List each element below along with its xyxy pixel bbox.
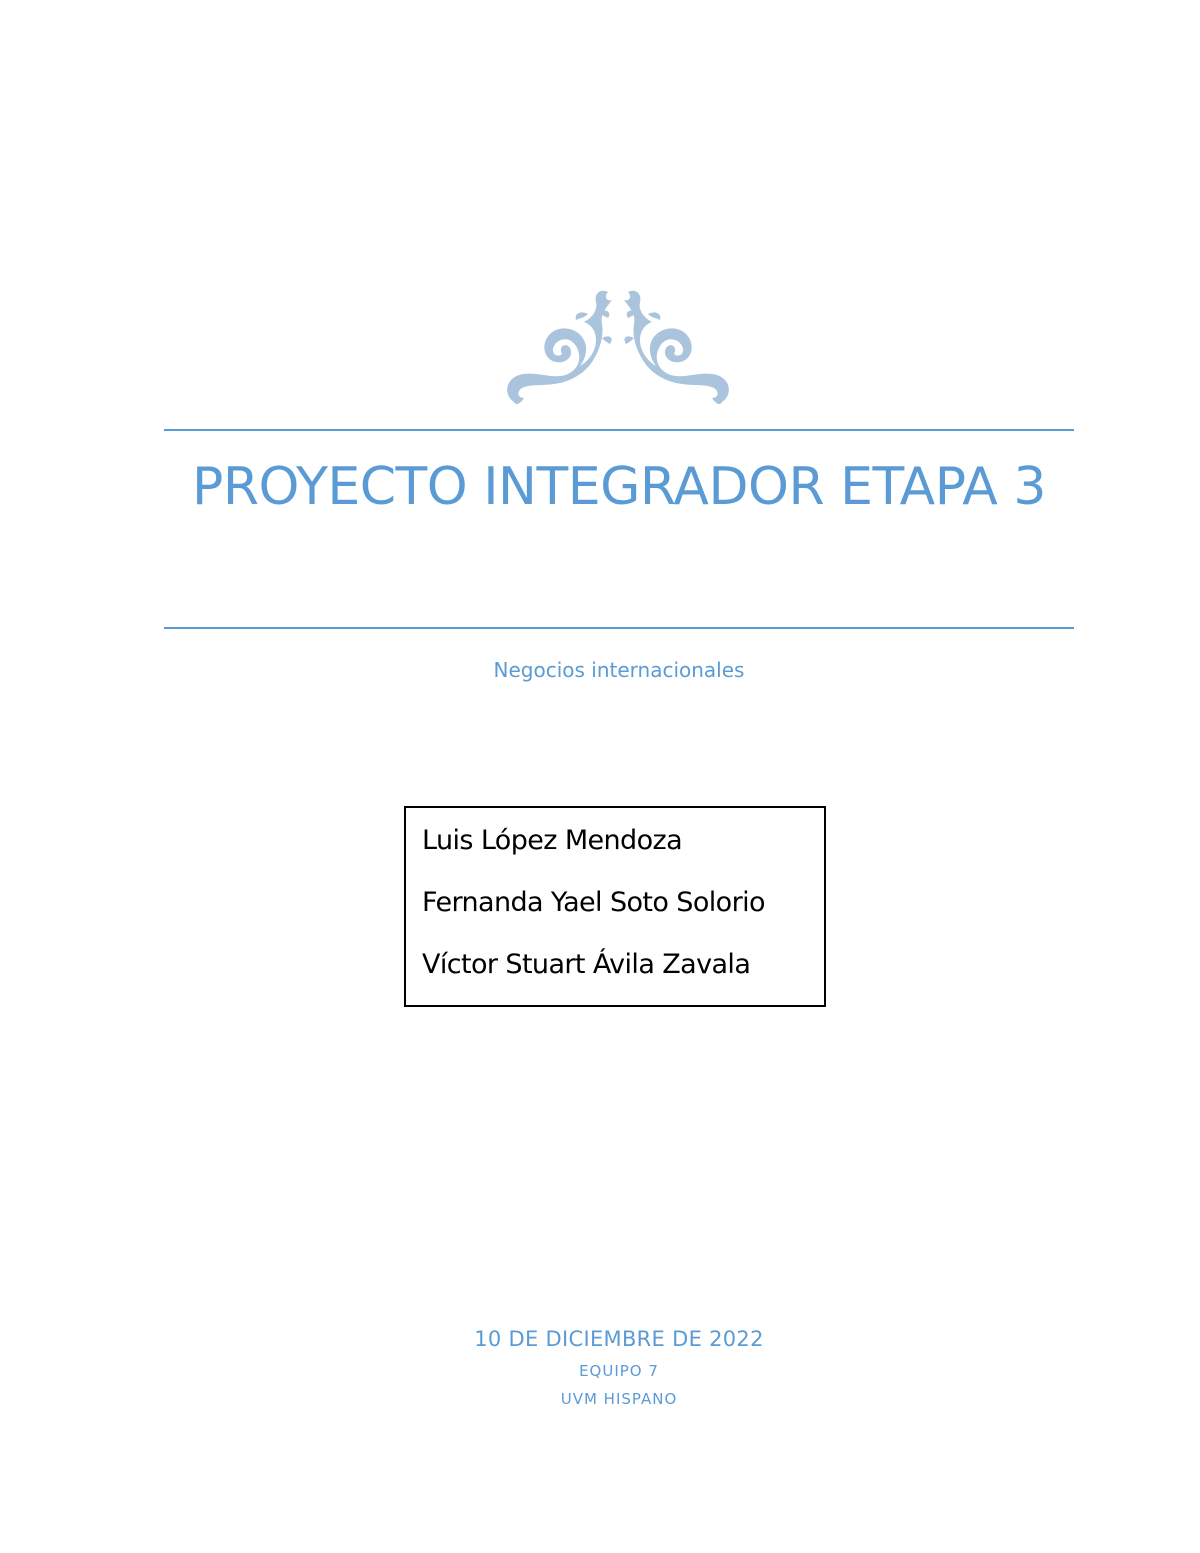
floral-ornament-icon (500, 284, 736, 410)
member-name: Fernanda Yael Soto Solorio (422, 887, 765, 918)
team-label: EQUIPO 7 (579, 1362, 659, 1380)
document-date: 10 DE DICIEMBRE DE 2022 (474, 1327, 764, 1351)
title-bottom-rule (164, 627, 1074, 629)
member-name: Luis López Mendoza (422, 825, 683, 856)
member-name: Víctor Stuart Ávila Zavala (422, 949, 751, 980)
document-subtitle: Negocios internacionales (493, 658, 745, 682)
title-top-rule (164, 429, 1074, 431)
institution-label: UVM HISPANO (560, 1390, 678, 1408)
team-members-box (404, 806, 826, 1007)
document-title: PROYECTO INTEGRADOR ETAPA 3 (192, 457, 1046, 517)
